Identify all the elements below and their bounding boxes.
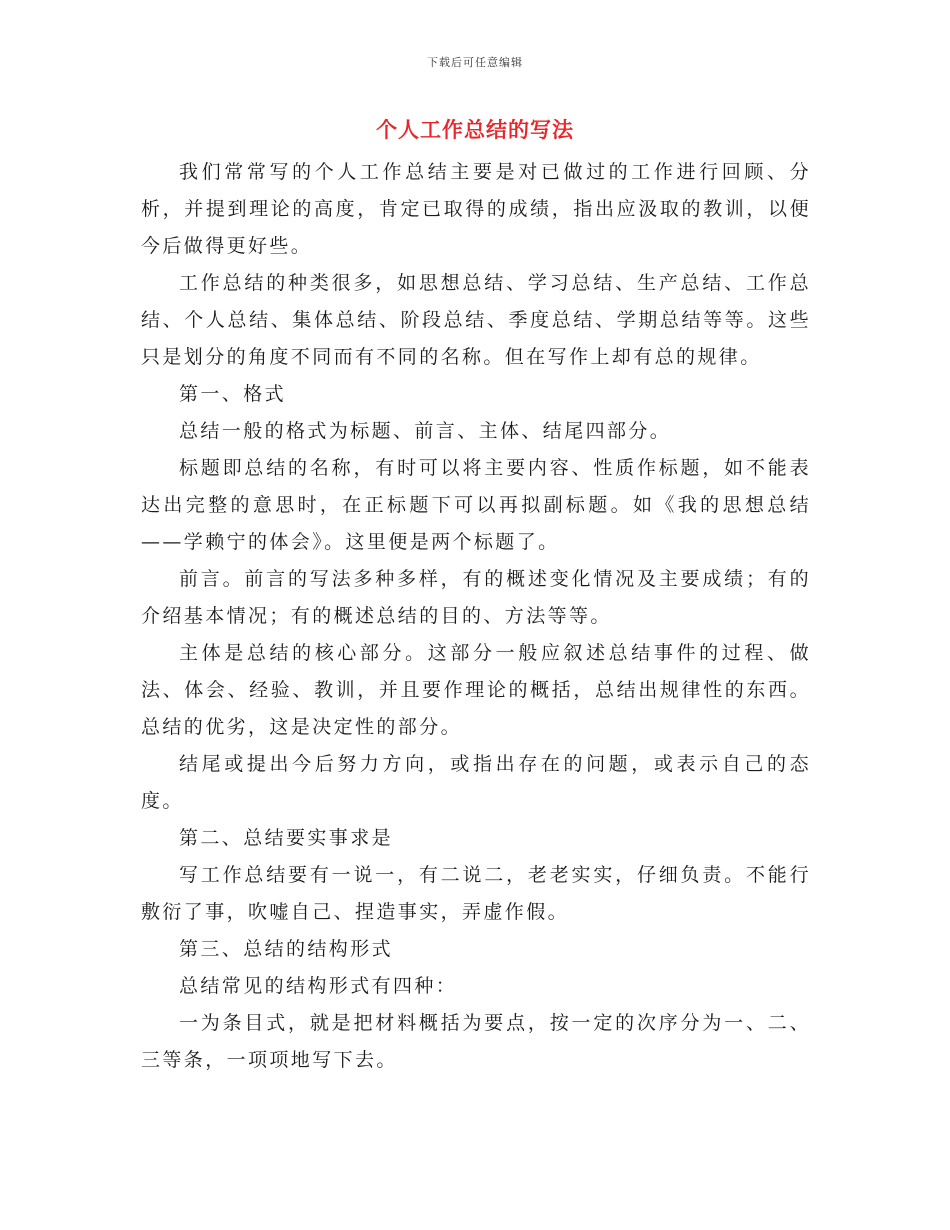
paragraph: 一为条目式，就是把材料概括为要点，按一定的次序分为一、二、三等条，一项项地写下去。 [141,1012,811,1071]
paragraph: 我们常常写的个人工作总结主要是对已做过的工作进行回顾、分析，并提到理论的高度，肯定已取得的成绩，指出应汲取的教训，以便今后做得更好些。 [141,161,811,257]
paragraph: 前言。前言的写法多种多样，有的概述变化情况及主要成绩；有的介绍基本情况；有的概述总结的目的、方法等等。 [141,568,811,627]
paragraph: 工作总结的种类很多，如思想总结、学习总结、生产总结、工作总结、个人总结、集体总结、阶段总结、季度总结、学期总结等等。这些只是划分的角度不同而有不同的名称。但在写作上却有总的规律。 [141,272,811,368]
section-heading: 第二、总结要实事求是 [179,827,394,849]
page-header: 下载后可任意编辑 [427,56,523,69]
paragraph: 主体是总结的核心部分。这部分一般应叙述总结事件的过程、做法、体会、经验、教训，并且要作理论的概括，总结出规律性的东西。总结的优劣，这是决定性的部分。 [141,642,811,738]
paragraph: 结尾或提出今后努力方向，或指出存在的问题，或表示自己的态度。 [141,753,811,812]
paragraph: 总结一般的格式为标题、前言、主体、结尾四部分。 [179,420,672,442]
document-body [141,154,811,1079]
document-title: 个人工作总结的写法 [376,117,574,142]
paragraph: 标题即总结的名称，有时可以将主要内容、性质作标题，如不能表达出完整的意思时，在正标题下可以再拟副标题。如《我的思想总结——学赖宁的体会》。这里便是两个标题了。 [141,457,811,553]
section-heading: 第三、总结的结构形式 [179,938,394,960]
section-heading: 第一、格式 [179,383,287,405]
paragraph: 总结常见的结构形式有四种： [179,975,458,997]
paragraph: 写工作总结要有一说一，有二说二，老老实实，仔细负责。不能行敷衍了事，吹嘘自己、捏造事实，弄虚作假。 [141,864,811,923]
